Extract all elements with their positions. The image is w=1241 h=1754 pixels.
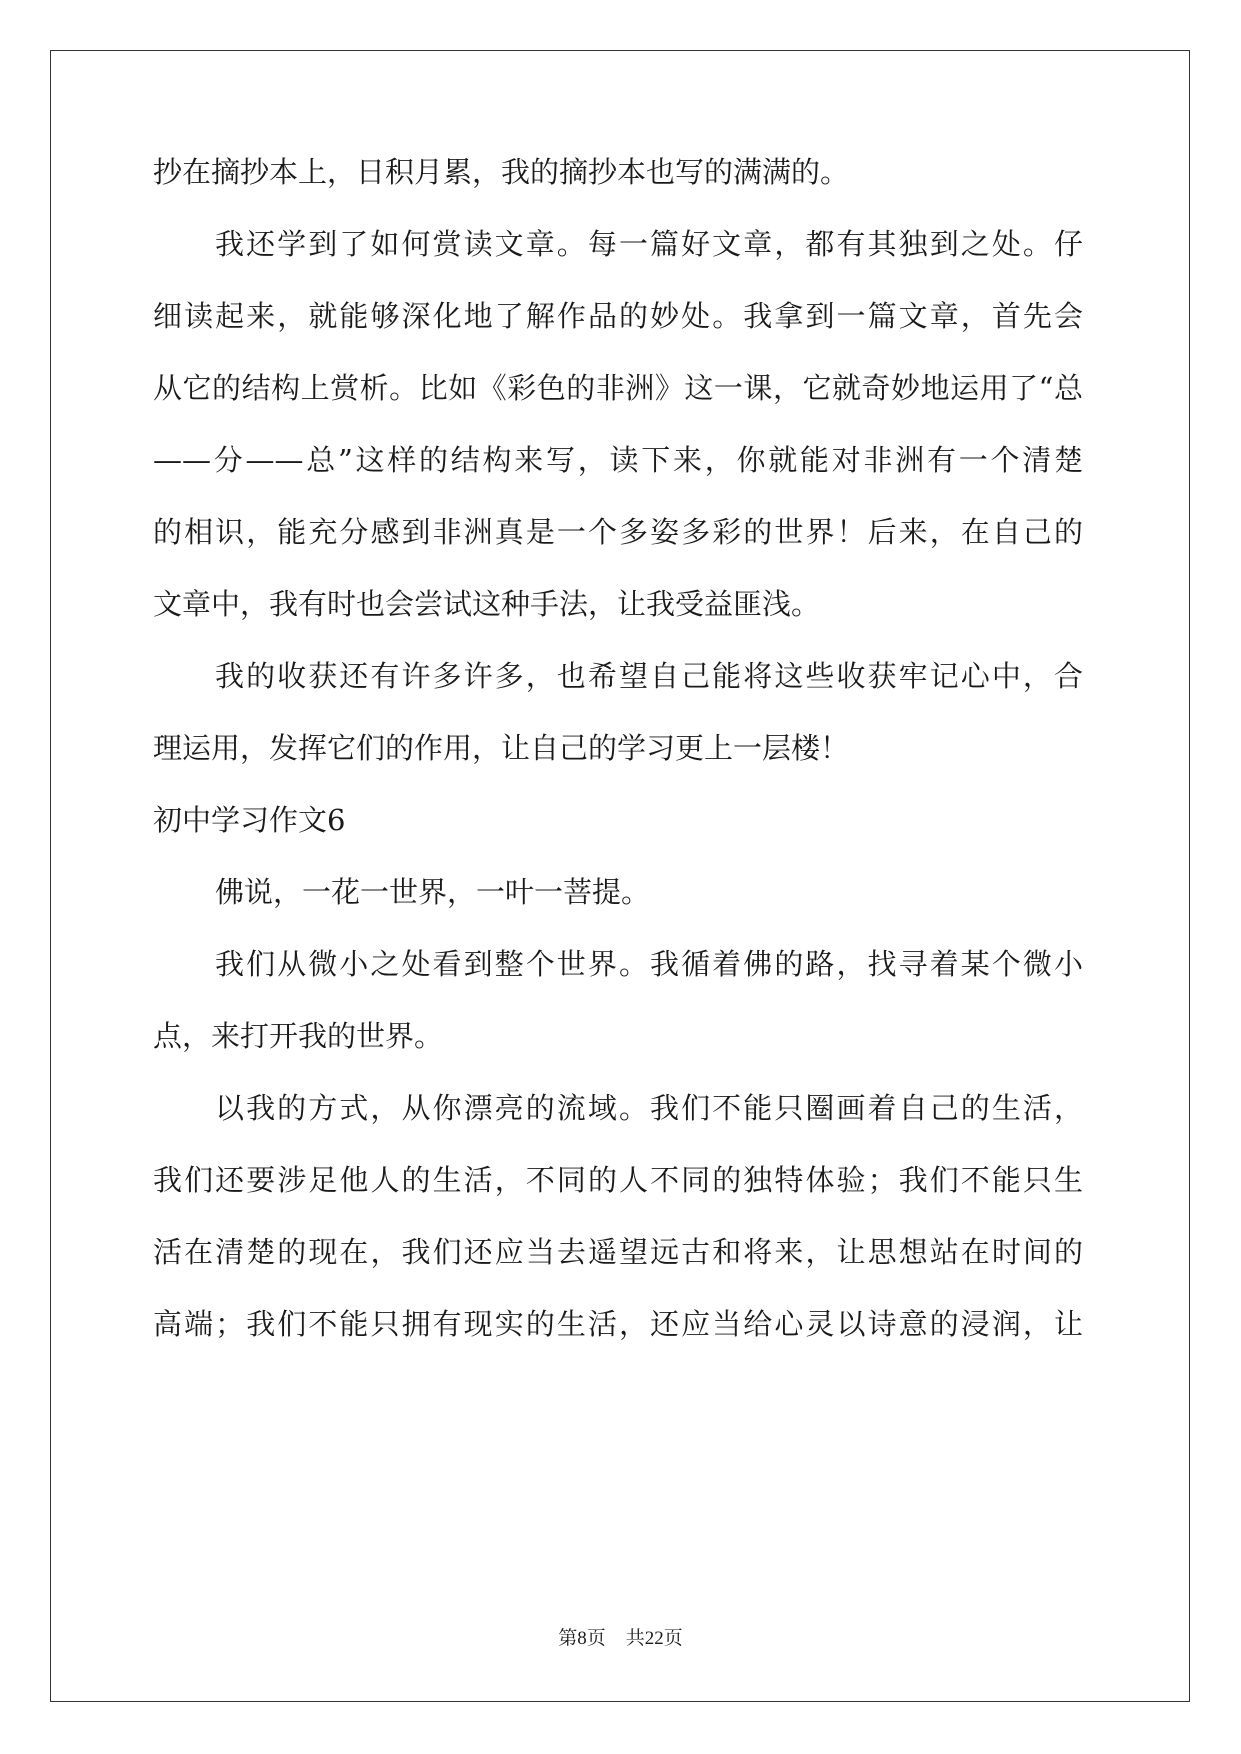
section-heading: 初中学习作文6 — [153, 803, 346, 837]
page-number: 第8页 — [558, 1628, 606, 1649]
text-line: 点，来打开我的世界。 — [153, 1019, 444, 1053]
page-total: 共22页 — [625, 1628, 683, 1649]
text-line: 理运用，发挥它们的作用，让自己的学习更上一层楼！ — [153, 731, 850, 765]
text-line: 文章中，我有时也会尝试这种手法，让我受益匪浅。 — [153, 587, 821, 621]
page-footer — [0, 1627, 1241, 1651]
text-line: 细读起来，就能够深化地了解作品的妙处。我拿到一篇文章，首先会 — [153, 299, 1083, 333]
text-line: 我们还要涉足他人的生活，不同的人不同的独特体验；我们不能只生 — [153, 1163, 1083, 1197]
text-line: 我还学到了如何赏读文章。每一篇好文章，都有其独到之处。仔 — [215, 227, 1083, 261]
text-line: 以我的方式，从你漂亮的流域。我们不能只圈画着自己的生活， — [215, 1091, 1083, 1125]
text-line: 从它的结构上赏析。比如《彩色的非洲》这一课，它就奇妙地运用了“总 — [153, 371, 1083, 405]
text-line: ——分——总”这样的结构来写，读下来，你就能对非洲有一个清楚 — [153, 443, 1083, 477]
text-line: 的相识，能充分感到非洲真是一个多姿多彩的世界！后来，在自己的 — [153, 515, 1083, 549]
text-line: 我的收获还有许多许多，也希望自己能将这些收获牢记心中，合 — [215, 659, 1083, 693]
text-line: 抄在摘抄本上，日积月累，我的摘抄本也写的满满的。 — [153, 155, 850, 189]
text-line: 我们从微小之处看到整个世界。我循着佛的路，找寻着某个微小 — [215, 947, 1083, 981]
text-line: 高端；我们不能只拥有现实的生活，还应当给心灵以诗意的浸润，让 — [153, 1307, 1083, 1341]
text-line: 佛说，一花一世界，一叶一菩提。 — [215, 875, 651, 909]
text-line: 活在清楚的现在，我们还应当去遥望远古和将来，让思想站在时间的 — [153, 1235, 1083, 1269]
